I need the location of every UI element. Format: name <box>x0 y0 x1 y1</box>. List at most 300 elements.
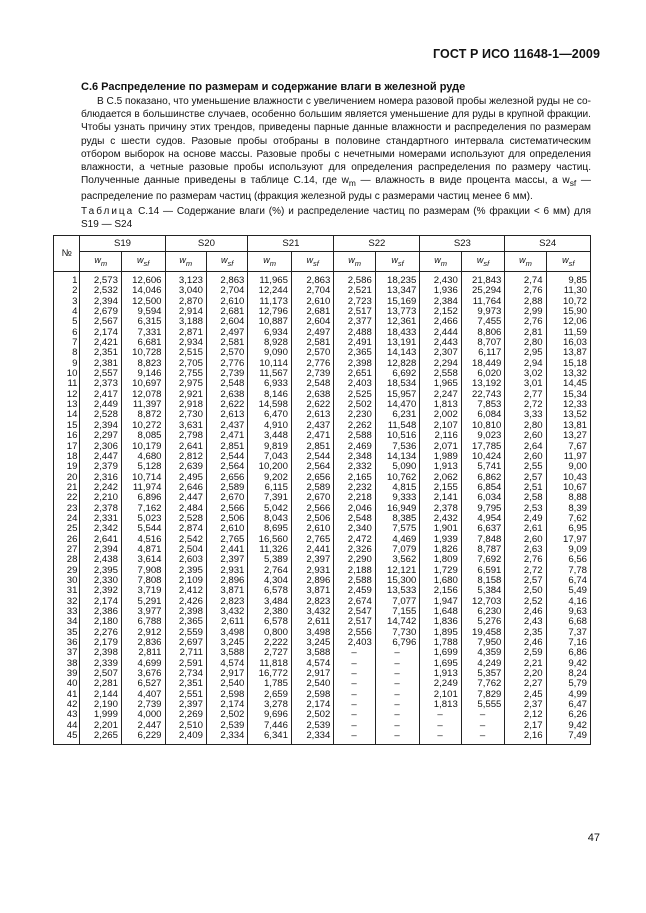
table-cell: 1,989 <box>433 450 458 462</box>
table-cell: 5,49 <box>568 585 587 597</box>
table-cell: 3,871 <box>220 585 245 597</box>
table-cell: 20 <box>66 471 78 483</box>
moisture-column-header: $w_m$ <box>505 252 546 272</box>
table-cell: – <box>437 719 443 731</box>
table-cell: 10,810 <box>472 419 502 431</box>
table-cell: 2,517 <box>347 306 372 318</box>
table-cell: 18,534 <box>387 378 417 390</box>
table-cell: 2,297 <box>93 430 118 442</box>
table-cell: 2,638 <box>306 388 331 400</box>
table-cell: 6,95 <box>568 523 587 535</box>
table-cell: 2,165 <box>347 471 372 483</box>
table-cell: 1,699 <box>433 647 458 659</box>
table-cell: 2,705 <box>178 357 203 369</box>
table-cell: 2,046 <box>347 502 372 514</box>
table-cell: 6,68 <box>568 616 587 628</box>
table-cell: 2,776 <box>220 357 245 369</box>
table-cell: 9,819 <box>263 440 288 452</box>
table-cell: 2,230 <box>347 409 372 421</box>
table-cell: 2,863 <box>306 275 331 286</box>
table-cell: 5,79 <box>568 678 587 690</box>
table-cell: 5,023 <box>137 512 162 524</box>
data-column <box>546 272 590 745</box>
table-cell: 26 <box>66 533 78 545</box>
table-cell: 2,437 <box>220 419 245 431</box>
section-paragraph: В С.5 показано, что уменьшение влажности с увеличением номера разовой пробы железной руды не соблюдается в большинстве случаев, особенно большим является уменьшение для руды в крупной фракции. Чтобы узнать причину этих трендов, приведены парные данные влажности и распределения по размерам руды с шести судов. Разовые пробы отобраны в половине стандартного интервала систематическим отбором выборок на основе массы. Разовые пробы с нечетными номерами используют для определения влажности, а четные разовые пробы используют для определения распределения по размеру частиц. Полученные данные приведены в таблице С.14, где $w_m$ — влажность в виде процента массы, а $w_{sf}$ — распределение по размерам частиц (фракция железной руды с размерами частиц менее 6 мм). <box>81 96 591 203</box>
table-cell: 2,610 <box>306 523 331 535</box>
table-cell: 6,788 <box>137 616 162 628</box>
table-cell: 6,796 <box>392 637 417 649</box>
table-cell: 5,276 <box>477 616 502 628</box>
table-cell: 45 <box>66 730 78 742</box>
table-cell: 2,394 <box>93 543 118 555</box>
table-cell: 17,97 <box>562 533 587 545</box>
table-cell: 2,646 <box>178 481 203 493</box>
table-cell: 1,813 <box>433 699 458 711</box>
table-cell: 2,823 <box>220 595 245 607</box>
table-cell: 8,823 <box>137 357 162 369</box>
table-cell: 12,796 <box>258 306 288 318</box>
table-cell: 7,37 <box>568 626 587 638</box>
table-cell: 33 <box>66 606 78 617</box>
table-cell: 2,141 <box>433 492 458 504</box>
table-cell: 2,432 <box>433 512 458 524</box>
table-cell: 2,190 <box>93 699 118 711</box>
table-cell: 18,449 <box>472 357 502 369</box>
table-cell: 2,638 <box>220 388 245 400</box>
table-cell: 2,798 <box>178 430 203 442</box>
table-cell: 42 <box>66 699 78 711</box>
table-cell: 3,631 <box>178 419 203 431</box>
data-column <box>206 272 247 745</box>
table-cell: 44 <box>66 719 78 731</box>
table-cell: 2,566 <box>306 502 331 514</box>
table-cell: 4,574 <box>220 657 245 669</box>
table-cell: 4,910 <box>263 419 288 431</box>
table-cell: 2,697 <box>178 637 203 649</box>
table-cell: 2,604 <box>220 316 245 328</box>
table-cell: 7,853 <box>477 399 502 411</box>
table-cell: 2,581 <box>306 337 331 349</box>
table-cell: 4,249 <box>477 657 502 669</box>
table-cell: 3,484 <box>263 595 288 607</box>
table-cell: 6,637 <box>477 523 502 535</box>
table-cell: 17 <box>66 440 78 452</box>
table-cell: 2,836 <box>137 637 162 649</box>
table-cell: 2,588 <box>347 430 372 442</box>
table-cell: 3,123 <box>178 275 203 286</box>
table-cell: 2,339 <box>93 657 118 669</box>
table-cell: 1,826 <box>433 543 458 555</box>
table-cell: 2,417 <box>93 388 118 400</box>
table-cell: 9,795 <box>477 502 502 514</box>
table-cell: 2,330 <box>93 574 118 586</box>
group-header: S23 <box>420 236 505 252</box>
table-cell: 2,72 <box>523 564 543 576</box>
table-cell: 11,567 <box>259 368 288 380</box>
table-cell: 2,444 <box>433 326 458 338</box>
table-cell: 2,49 <box>523 512 543 524</box>
table-cell: 2,53 <box>523 502 543 514</box>
table-cell: 7,331 <box>137 326 162 338</box>
data-column <box>461 272 505 745</box>
table-cell: 34 <box>66 616 78 628</box>
table-cell: 5,555 <box>477 699 502 711</box>
document-header: ГОСТ Р ИСО 11648-1—2009 <box>433 47 600 61</box>
table-cell: 6,692 <box>392 368 417 380</box>
table-cell: 2,265 <box>93 730 118 742</box>
table-cell: 2,917 <box>220 668 245 680</box>
table-cell: 12,078 <box>132 388 162 400</box>
table-cell: 13,52 <box>562 409 587 421</box>
table-cell: 18,235 <box>387 275 417 286</box>
table-cell: 2,471 <box>306 430 331 442</box>
table-cell: 2,674 <box>347 595 372 607</box>
table-cell: 2,711 <box>179 647 203 659</box>
table-cell: 5 <box>72 316 78 328</box>
table-cell: 2,35 <box>523 626 543 638</box>
table-cell: 7,908 <box>137 564 162 576</box>
data-column <box>248 272 292 745</box>
table-cell: 2,851 <box>306 440 331 452</box>
table-cell: 1,939 <box>433 533 458 545</box>
table-cell: 11,59 <box>563 326 587 338</box>
table-cell: 2,896 <box>306 574 331 586</box>
table-cell: 2,27 <box>523 678 543 690</box>
table-cell: – <box>351 678 357 690</box>
table-cell: 13,347 <box>387 285 417 297</box>
table-cell: 2,566 <box>220 502 245 514</box>
table-cell: 2,002 <box>433 409 458 421</box>
table-cell: 3,719 <box>137 585 162 597</box>
table-cell: 7,536 <box>392 440 417 452</box>
table-cell: 2,21 <box>523 657 543 669</box>
table-cell: 18 <box>66 450 78 462</box>
table-cell: 2,174 <box>93 326 118 338</box>
table-cell: 2,37 <box>523 699 543 711</box>
table-cell: 2,242 <box>93 481 118 493</box>
table-cell: 2,567 <box>93 316 118 328</box>
table-cell: 2,269 <box>178 709 203 721</box>
table-cell: 2,739 <box>137 699 162 711</box>
no-column-header: № <box>54 236 80 272</box>
data-column <box>334 272 375 745</box>
table-cell: 2,247 <box>433 388 458 400</box>
table-cell: 2,589 <box>220 481 245 493</box>
table-cell: 2,515 <box>178 347 203 359</box>
table-cell: 3,588 <box>220 647 245 659</box>
table-cell: 6,315 <box>137 316 162 328</box>
table-cell: – <box>394 678 400 690</box>
table-cell: 2,062 <box>433 471 458 483</box>
table-cell: 7,730 <box>392 626 417 638</box>
table-cell: 2,851 <box>220 440 245 452</box>
table-cell: 2,598 <box>306 688 331 700</box>
table-cell: 8,928 <box>263 337 288 349</box>
table-cell: 1,999 <box>93 709 118 721</box>
table-cell: 2,604 <box>306 316 331 328</box>
table-cell: 2,975 <box>178 378 203 390</box>
table-cell: 30 <box>66 574 78 586</box>
table-cell: 2,88 <box>523 295 543 307</box>
table-cell: 2,306 <box>93 440 118 452</box>
table-cell: 10,762 <box>387 471 417 483</box>
data-column <box>291 272 333 745</box>
table-cell: 31 <box>66 585 78 597</box>
table-cell: 2,723 <box>347 295 372 307</box>
table-cell: 2,921 <box>178 388 203 400</box>
table-cell: 2,581 <box>220 337 245 349</box>
table-group-header-row <box>54 236 591 252</box>
data-column <box>505 272 546 745</box>
table-cell: 4,99 <box>568 688 587 700</box>
data-column <box>420 272 461 745</box>
table-cell: 2,613 <box>306 409 331 421</box>
table-cell: 2,45 <box>523 688 543 700</box>
table-cell: 11,326 <box>259 543 288 555</box>
table-cell: 9,594 <box>137 306 162 318</box>
table-cell: 23 <box>66 502 78 514</box>
table-cell: 2,437 <box>306 419 331 431</box>
table-cell: 2,447 <box>93 450 118 462</box>
table-cell: 2,60 <box>523 430 543 442</box>
table-cell: 1,965 <box>433 378 458 390</box>
table-cell: 2,395 <box>93 564 118 576</box>
table-cell: 6,020 <box>477 368 502 380</box>
table-cell: 2,334 <box>306 730 331 742</box>
table-cell: 2,430 <box>433 275 458 286</box>
page-number: 47 <box>587 832 600 844</box>
data-column <box>80 272 121 745</box>
table-cell: – <box>351 699 357 711</box>
table-cell: 4,699 <box>137 657 162 669</box>
table-cell: 2,155 <box>433 481 458 493</box>
table-cell: 6,854 <box>477 481 502 493</box>
table-cell: 2,539 <box>220 719 245 731</box>
table-cell: 2,52 <box>523 595 543 607</box>
table-cell: 4,16 <box>568 595 587 607</box>
table-cell: 8,085 <box>137 430 162 442</box>
table-cell: 2,931 <box>220 564 245 576</box>
table-cell: 35 <box>66 626 78 638</box>
table-cell: 2,57 <box>523 574 543 586</box>
table-cell: 15,18 <box>562 357 587 369</box>
table-cell: 6,896 <box>137 492 162 504</box>
table-cell: 3,245 <box>220 637 245 649</box>
table-cell: 2,95 <box>523 347 543 359</box>
table-cell: 2,276 <box>93 626 118 638</box>
table-cell: 12,361 <box>387 316 417 328</box>
table-cell: 3,614 <box>137 554 162 566</box>
table-cell: 2,755 <box>178 368 203 380</box>
table-cell: 2,874 <box>178 523 203 535</box>
table-cell: 6,084 <box>477 409 502 421</box>
table-cell: 13,533 <box>387 585 417 597</box>
table-cell: 6,229 <box>137 730 162 742</box>
table-cell: 28 <box>66 554 78 566</box>
table-cell: 2,586 <box>347 275 372 286</box>
table-cell: 1,729 <box>433 564 458 576</box>
table-cell: 7,62 <box>568 512 587 524</box>
table-cell: 2,506 <box>306 512 331 524</box>
table-cell: 2,249 <box>433 678 458 690</box>
table-cell: 8,806 <box>477 326 502 338</box>
table-cell: 2,670 <box>220 492 245 504</box>
table-cell: 4 <box>72 306 78 318</box>
group-header: S22 <box>334 236 420 252</box>
table-cell: 14,134 <box>387 450 417 462</box>
table-cell: 2,61 <box>523 523 543 535</box>
table-cell: 36 <box>66 637 78 649</box>
table-cell: 2,917 <box>306 668 331 680</box>
table-cell: 3,432 <box>220 606 245 617</box>
table-cell: 2,591 <box>178 657 203 669</box>
table-cell: 4,000 <box>137 709 162 721</box>
table-cell: 21 <box>66 481 78 493</box>
table-cell: 12,500 <box>132 295 162 307</box>
table-cell: 2,532 <box>93 285 118 297</box>
table-cell: – <box>394 709 400 721</box>
table-cell: 2,20 <box>523 668 543 680</box>
size-fraction-column-header: $w_{sf}$ <box>546 252 590 272</box>
table-cell: 4,815 <box>392 481 417 493</box>
table-cell: 2,539 <box>306 719 331 731</box>
table-cell: 14,598 <box>258 399 288 411</box>
table-cell: 16,772 <box>258 668 288 680</box>
table-cell: 2,262 <box>347 419 372 431</box>
table-cell: 16,03 <box>562 337 587 349</box>
table-caption-label: Таблица <box>81 206 135 217</box>
table-cell: – <box>351 719 357 731</box>
table-cell: 2,871 <box>178 326 203 338</box>
moisture-column-header: $w_m$ <box>334 252 375 272</box>
table-cell: 2,447 <box>137 719 162 731</box>
table-cell: 10,697 <box>132 378 162 390</box>
table-cell: 6,115 <box>264 481 288 493</box>
size-fraction-column-header: $w_{sf}$ <box>121 252 165 272</box>
table-cell: 2,447 <box>178 492 203 504</box>
table-cell: 2,639 <box>178 461 203 473</box>
table-cell: 6,934 <box>263 326 288 338</box>
table-cell: 27 <box>66 543 78 555</box>
table-cell: 5,128 <box>137 461 162 473</box>
table-cell: – <box>394 668 400 680</box>
table-cell: 2,74 <box>523 275 543 286</box>
table-cell: 2,776 <box>306 357 331 369</box>
table-cell: 2,449 <box>93 399 118 411</box>
table-cell: 11,97 <box>563 450 587 462</box>
table-cell: 7,446 <box>263 719 288 731</box>
table-cell: – <box>479 730 486 742</box>
table-cell: 2,502 <box>347 399 372 411</box>
table-cell: 3,01 <box>523 378 543 390</box>
table-cell: 10,714 <box>132 471 162 483</box>
table-cell: 7 <box>72 337 78 349</box>
table-cell: 2,63 <box>523 543 543 555</box>
table-cell: 2,76 <box>523 285 543 297</box>
table-cell: 21,843 <box>472 275 502 286</box>
table-cell: 2,704 <box>306 285 331 297</box>
table-cell: 2,497 <box>220 326 245 338</box>
table-cell: – <box>437 709 443 721</box>
table-cell: 2,365 <box>347 347 372 359</box>
table-cell: 2,76 <box>523 316 543 328</box>
table-cell: 11,974 <box>132 481 162 493</box>
section-title: С.6 Распределение по размерам и содержание влаги в железной руде <box>81 81 466 93</box>
table-cell: 2,502 <box>306 709 331 721</box>
table-cell: 2,46 <box>523 637 543 649</box>
table-cell: 6,470 <box>263 409 288 421</box>
table-cell: 2,326 <box>347 543 372 555</box>
table-cell: 10,43 <box>562 471 587 483</box>
table-cell: 2,681 <box>306 306 331 318</box>
table-cell: 13,27 <box>562 430 587 442</box>
table-cell: 2,16 <box>523 730 543 742</box>
table-cell: 2,378 <box>433 502 458 514</box>
moisture-size-table <box>53 235 591 745</box>
table-cell: 9,146 <box>137 368 162 380</box>
table-cell: 2,497 <box>306 326 331 338</box>
table-cell: 2,589 <box>306 481 331 493</box>
table-cell: – <box>351 688 357 700</box>
table-cell: 8,88 <box>568 492 587 504</box>
table-cell: 8,39 <box>568 502 587 514</box>
table-cell: 2,765 <box>220 533 245 545</box>
table-cell: 14,45 <box>562 378 587 390</box>
table-cell: 8,385 <box>392 512 417 524</box>
table-cell: 2,622 <box>306 399 331 411</box>
table-cell: 2,342 <box>93 523 118 535</box>
table-cell: 2,540 <box>220 678 245 690</box>
table-cell: 2,679 <box>93 306 118 318</box>
table-cell: 2,764 <box>263 564 288 576</box>
table-cell: – <box>394 699 400 711</box>
table-cell: 32 <box>66 595 78 607</box>
moisture-column-header: $w_m$ <box>80 252 121 272</box>
moisture-column-header: $w_m$ <box>165 252 206 272</box>
table-cell: 7,391 <box>263 492 288 504</box>
table-cell: 5,291 <box>137 595 162 607</box>
table-cell: 2,381 <box>93 357 118 369</box>
table-cell: 19,458 <box>472 626 502 638</box>
table-cell: 7,16 <box>568 637 587 649</box>
table-cell: 14,470 <box>387 399 417 411</box>
group-header: S21 <box>248 236 334 252</box>
table-cell: 2,540 <box>306 678 331 690</box>
table-cell: 2,72 <box>523 399 543 411</box>
table-cell: – <box>479 709 486 721</box>
table-cell: 1,913 <box>433 461 458 473</box>
group-header: S19 <box>80 236 165 252</box>
data-column <box>121 272 165 745</box>
table-cell: – <box>351 668 357 680</box>
table-cell: – <box>394 657 400 669</box>
table-cell: 8,872 <box>137 409 162 421</box>
table-cell: 11,818 <box>259 657 288 669</box>
moisture-column-header: $w_m$ <box>420 252 461 272</box>
table-cell: 2,94 <box>523 357 543 369</box>
table-cell: 2,573 <box>93 275 118 286</box>
table-cell: 4,516 <box>137 533 162 545</box>
table-cell: 2,863 <box>220 275 245 286</box>
table-cell: 2,570 <box>220 347 245 359</box>
table-cell: 12,828 <box>387 357 417 369</box>
table-cell: 2,57 <box>523 471 543 483</box>
table-cell: 2,681 <box>220 306 245 318</box>
table-cell: 13,191 <box>387 337 417 349</box>
table-cell: 2,556 <box>347 626 372 638</box>
table-cell: 24 <box>66 512 78 524</box>
